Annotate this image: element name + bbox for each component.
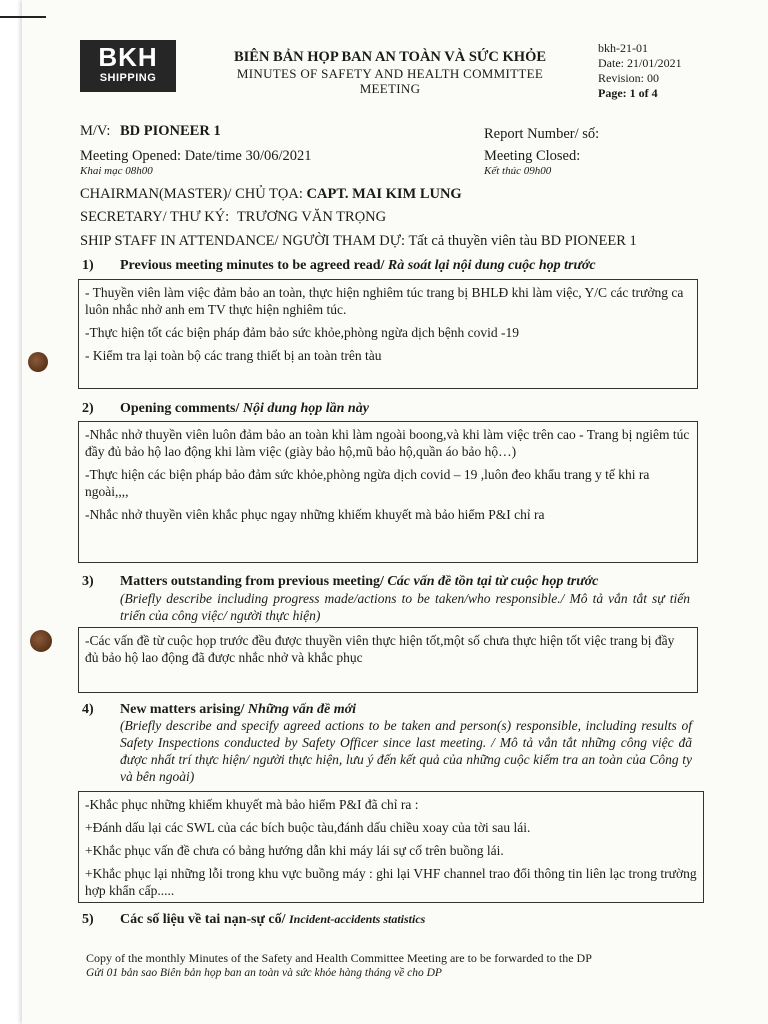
- report-number-label: Report Number/ số:: [484, 126, 600, 142]
- attendance-label: SHIP STAFF IN ATTENDANCE/ NGƯỜI THAM DỰ:: [80, 233, 406, 249]
- corner-mark: [0, 16, 46, 18]
- doc-page: Page: 1 of 4: [598, 86, 658, 100]
- doc-date: Date: 21/01/2021: [598, 56, 682, 70]
- list-item: -Thực hiện tốt các biện pháp đảm bảo sức khỏe,phòng ngừa dịch bệnh covid -19: [85, 325, 519, 340]
- section-title-en: New matters arising/: [120, 702, 245, 717]
- attendance-row: [80, 233, 637, 250]
- section-number: 3): [82, 574, 94, 589]
- meeting-opened: Meeting Opened: Date/time 30/06/2021: [80, 148, 312, 164]
- footer-note-vi: Gửi 01 bản sao Biên bản họp ban an toàn và sức khỏe hàng tháng về cho DP: [86, 967, 442, 979]
- section-number: 1): [82, 258, 94, 273]
- section-4-heading: [82, 702, 356, 718]
- punch-hole: [30, 630, 52, 652]
- list-item: - Kiểm tra lại toàn bộ các trang thiết bị an toàn trên tàu: [85, 348, 382, 363]
- list-item: - Thuyền viên làm việc đảm bảo an toàn, thực hiện nghiêm túc trang bị BHLĐ khi làm việc, Y/C các trưởng ca luôn nhắc nhở anh em TV thực hiện nghiêm túc.: [85, 285, 684, 317]
- meeting-closed-vi: Kết thúc 09h00: [484, 165, 552, 177]
- doc-code: bkh-21-01: [598, 41, 648, 55]
- section-1-heading: [82, 258, 596, 274]
- section-number: 5): [82, 912, 94, 927]
- chairman-name: CAPT. MAI KIM LUNG: [306, 186, 462, 202]
- punch-hole: [28, 352, 48, 372]
- section-3-box: [78, 627, 698, 693]
- section-number: 4): [82, 702, 94, 717]
- section-title-en: Previous meeting minutes to be agreed read/: [120, 258, 385, 273]
- title-vietnamese: BIÊN BẢN HỌP BAN AN TOÀN VÀ SỨC KHỎE: [233, 49, 547, 65]
- list-item: -Nhắc nhở thuyền viên luôn đảm bảo an toàn khi làm ngoài boong,và khi làm việc trên cao - Trang bị ngiêm túc đầy đủ bảo hộ lao động khi làm việc (giày bảo hộ,mũ bảo hộ,quần áo bảo hộ…): [85, 427, 690, 459]
- list-item: -Thực hiện các biện pháp bảo đảm sức khỏe,phòng ngừa dịch covid – 19 ,luôn đeo khẩu trang y tế khi ra ngoài,,,,: [85, 467, 650, 499]
- footer-note-en: Copy of the monthly Minutes of the Safety and Health Committee Meeting are to be forwarded to the DP: [86, 951, 592, 965]
- secretary-label: SECRETARY/ THƯ KÝ:: [80, 209, 230, 225]
- logo-sub-text: SHIPPING: [99, 72, 157, 84]
- list-item: +Khắc phục vấn đề chưa có bảng hướng dẫn khi máy lái sự cố trên buồng lái.: [85, 843, 504, 858]
- section-title-en: Matters outstanding from previous meeting/: [120, 574, 384, 589]
- meeting-opened-vi: Khai mạc 08h00: [80, 165, 153, 177]
- title-english-line1: MINUTES OF SAFETY AND HEALTH COMMITTEE: [236, 66, 544, 81]
- section-2-box: [78, 421, 698, 563]
- section-number: 2): [82, 401, 94, 416]
- meeting-closed: Meeting Closed:: [484, 148, 581, 164]
- section-title-vi: Rà soát lại nội dung cuộc họp trước: [387, 258, 596, 273]
- document-control-info: [598, 41, 682, 101]
- attendance-value: Tất cả thuyền viên tàu BD PIONEER 1: [408, 233, 637, 249]
- section-title-vi: Các số liệu về tai nạn-sự cố/: [120, 912, 286, 927]
- section-2-heading: [82, 401, 369, 417]
- section-4-box: [78, 791, 704, 903]
- section-3-description: (Briefly describe including progress made/actions to be taken/who responsible./ Mô tả vắn tắt sự tiến triển của công việc/ người thực hiện): [120, 591, 690, 623]
- list-item: -Các vấn đề từ cuộc họp trước đều được thuyền viên thực hiện tốt,một số chưa thực hiện tốt việc trang bị đầy đủ bảo hộ lao động đã được nhắc nhở và khắc phục: [85, 633, 675, 665]
- section-title-vi: Nội dung họp lần này: [242, 401, 369, 416]
- list-item: +Đánh dấu lại các SWL của các bích buộc tàu,đánh dấu chiều xoay của tời sau lái.: [85, 820, 531, 835]
- secretary-row: [80, 209, 386, 226]
- section-title-vi: Các vấn đề tồn tại từ cuộc họp trước: [387, 574, 599, 589]
- list-item: -Khắc phục những khiếm khuyết mà bảo hiểm P&I đã chỉ ra :: [85, 797, 419, 812]
- doc-revision: Revision: 00: [598, 71, 660, 85]
- title-english-line2: MEETING: [359, 81, 421, 96]
- secretary-name: TRƯƠNG VĂN TRỌNG: [236, 209, 387, 225]
- section-title-en: Incident-accidents statistics: [289, 912, 426, 926]
- list-item: -Nhắc nhở thuyền viên khắc phục ngay những khiếm khuyết mà bảo hiểm P&I chỉ ra: [85, 507, 545, 522]
- document-title: [200, 49, 580, 96]
- vessel-label: M/V:: [80, 123, 111, 139]
- section-title-en: Opening comments/: [120, 401, 240, 416]
- section-4-description: (Briefly describe and specify agreed actions to be taken and person(s) responsible, including results of Safety Inspections conducted by Safety Officer since last meeting. / Mô tả vắn tắt những công việc đã được nhất trí thực hiện/ người thực hiện, lưu ý đến kết quả của những cuộc kiểm tra an toàn của Công ty và bên ngoài): [120, 718, 692, 784]
- logo-main-text: BKH: [98, 42, 158, 72]
- section-title-vi: Những vấn đề mới: [247, 702, 356, 717]
- section-3-heading: [82, 574, 598, 590]
- section-5-heading: [82, 912, 425, 928]
- vessel-name: BD PIONEER 1: [119, 123, 221, 139]
- chairman-label: CHAIRMAN(MASTER)/ CHỦ TỌA:: [80, 186, 303, 202]
- section-1-box: [78, 279, 698, 389]
- vessel-row: [80, 123, 221, 140]
- company-logo: [80, 40, 176, 92]
- chairman-row: [80, 186, 462, 203]
- list-item: +Khắc phục lại những lỗi trong khu vực buồng máy : ghi lại VHF channel trao đổi thông tin liên lạc trong trường hợp khẩn cấp.....: [85, 866, 697, 898]
